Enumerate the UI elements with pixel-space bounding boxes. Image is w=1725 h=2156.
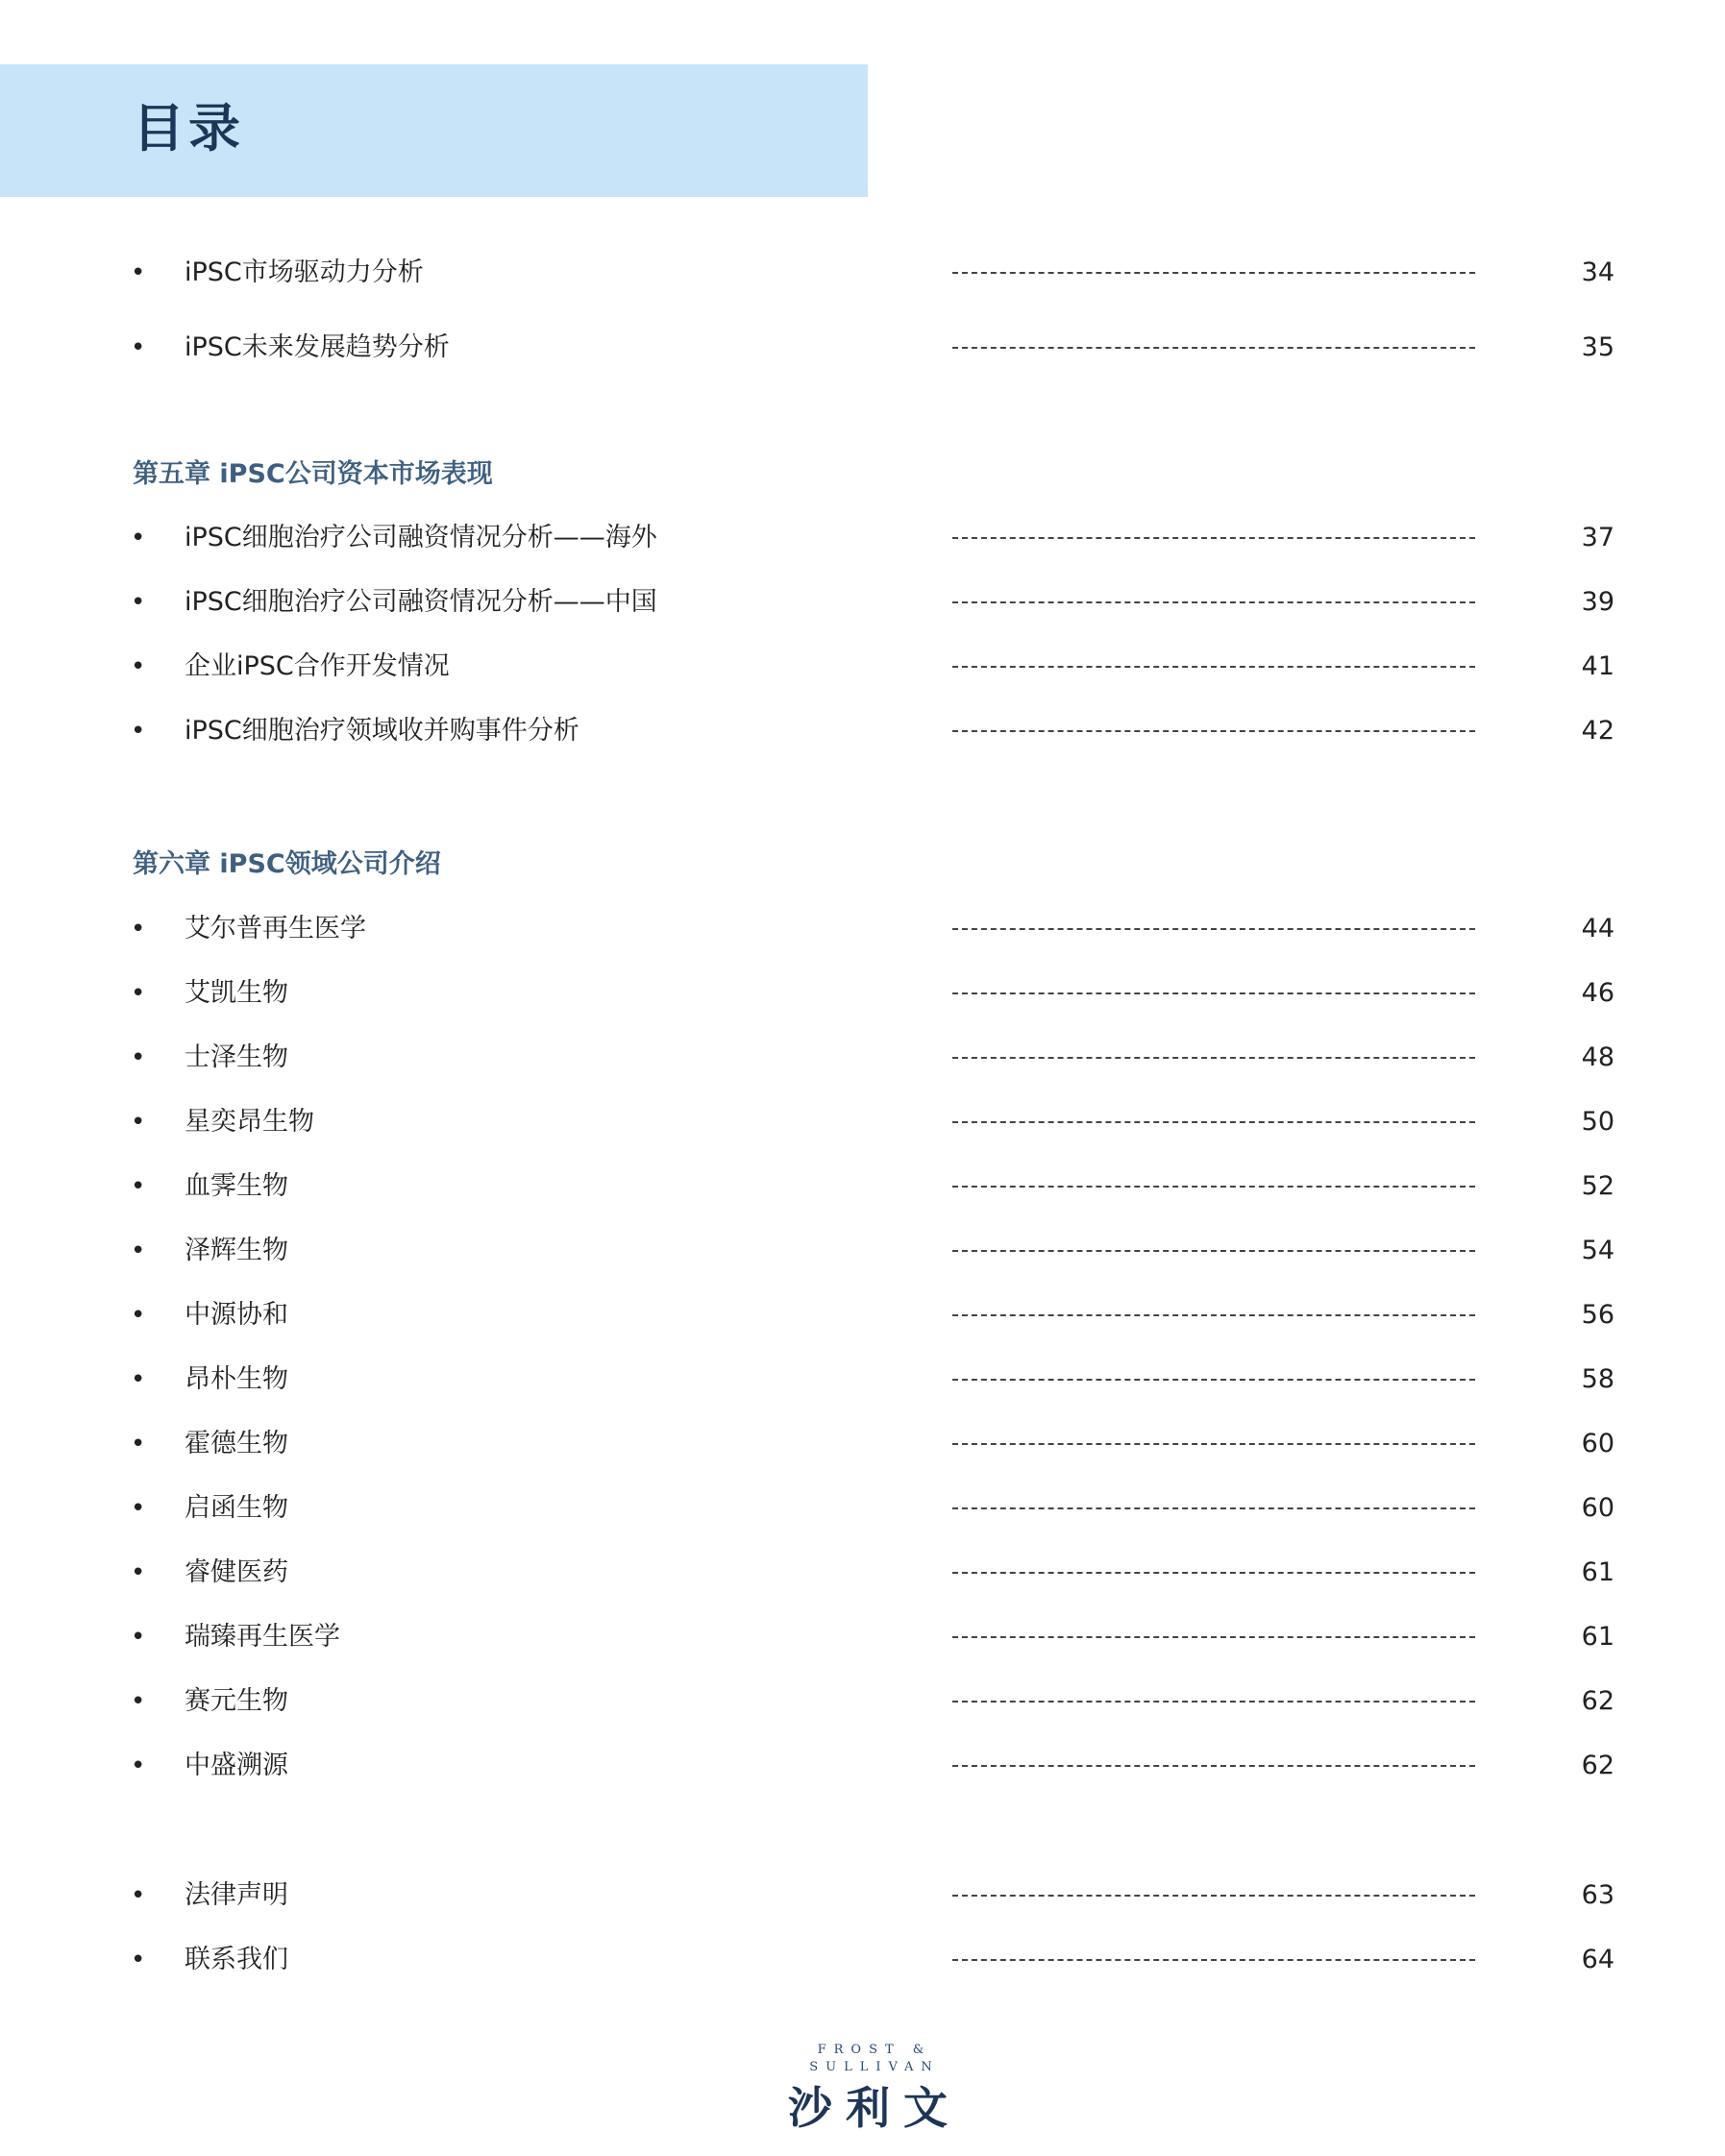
bullet-icon: • bbox=[131, 1558, 146, 1587]
toc-page-number: 58 bbox=[1581, 1364, 1614, 1394]
toc-entry-label: iPSC细胞治疗公司融资情况分析——中国 bbox=[185, 587, 657, 617]
dotted-leader bbox=[952, 928, 1475, 930]
toc-entry[interactable] bbox=[0, 1744, 1725, 1788]
toc-page-number: 62 bbox=[1581, 1686, 1614, 1716]
frost-sullivan-logo bbox=[759, 2042, 990, 2136]
toc-entry-label: 赛元生物 bbox=[185, 1686, 288, 1716]
bullet-icon: • bbox=[131, 1430, 146, 1458]
toc-entry-label: 艾凯生物 bbox=[185, 978, 288, 1008]
toc-entry-label: iPSC细胞治疗领域收并购事件分析 bbox=[185, 716, 579, 746]
page-title: 目录 bbox=[133, 98, 244, 159]
bullet-icon: • bbox=[131, 915, 146, 943]
toc-entry-label: iPSC未来发展趋势分析 bbox=[185, 332, 450, 362]
bullet-icon: • bbox=[131, 1365, 146, 1394]
logo-english-text: FROST & SULLIVAN bbox=[809, 2043, 940, 2074]
toc-entry-label: iPSC市场驱动力分析 bbox=[185, 257, 424, 287]
bullet-icon: • bbox=[131, 333, 146, 362]
dotted-leader bbox=[952, 1895, 1475, 1897]
toc-entry-label: 士泽生物 bbox=[185, 1042, 288, 1072]
dotted-leader bbox=[952, 347, 1475, 349]
bullet-icon: • bbox=[131, 717, 146, 746]
toc-page-number: 37 bbox=[1581, 523, 1614, 552]
toc-entry[interactable] bbox=[0, 907, 1725, 951]
bullet-icon: • bbox=[131, 1623, 146, 1652]
bullet-icon: • bbox=[131, 1946, 146, 1974]
toc-page-number: 42 bbox=[1581, 716, 1614, 746]
toc-entry[interactable] bbox=[0, 645, 1725, 689]
dotted-leader bbox=[952, 1314, 1475, 1316]
toc-entry[interactable] bbox=[0, 1874, 1725, 1918]
toc-entry[interactable] bbox=[0, 516, 1725, 560]
toc-page-number: 34 bbox=[1581, 257, 1614, 287]
dotted-leader bbox=[952, 1057, 1475, 1059]
dotted-leader bbox=[952, 730, 1475, 732]
chapter-heading: 第六章 iPSC领域公司介绍 bbox=[133, 849, 441, 879]
logo-chinese-text: 沙利文 bbox=[788, 2082, 961, 2134]
toc-entry-label: 昂朴生物 bbox=[185, 1364, 288, 1394]
toc-entry-label: iPSC细胞治疗公司融资情况分析——海外 bbox=[185, 523, 657, 552]
toc-entry-label: 星奕昂生物 bbox=[185, 1107, 314, 1137]
bullet-icon: • bbox=[131, 1752, 146, 1780]
bullet-icon: • bbox=[131, 1301, 146, 1330]
toc-entry[interactable] bbox=[0, 1229, 1725, 1273]
toc-page-number: 44 bbox=[1581, 914, 1614, 943]
toc-page-number: 62 bbox=[1581, 1751, 1614, 1780]
toc-entry[interactable] bbox=[0, 1164, 1725, 1209]
toc-entry[interactable] bbox=[0, 1293, 1725, 1337]
toc-entry-label: 泽辉生物 bbox=[185, 1236, 288, 1265]
toc-page-number: 46 bbox=[1581, 978, 1614, 1008]
bullet-icon: • bbox=[131, 979, 146, 1008]
dotted-leader bbox=[952, 1572, 1475, 1574]
toc-entry-label: 启函生物 bbox=[185, 1493, 288, 1523]
toc-entry[interactable] bbox=[0, 1422, 1725, 1466]
toc-entry[interactable] bbox=[0, 1036, 1725, 1080]
dotted-leader bbox=[952, 272, 1475, 274]
bullet-icon: • bbox=[131, 1881, 146, 1910]
toc-entry[interactable] bbox=[0, 1551, 1725, 1595]
dotted-leader bbox=[952, 1186, 1475, 1188]
toc-entry-label: 血霁生物 bbox=[185, 1171, 288, 1201]
toc-page-number: 56 bbox=[1581, 1300, 1614, 1330]
dotted-leader bbox=[952, 537, 1475, 539]
toc-entry-label: 联系我们 bbox=[185, 1945, 288, 1974]
toc-entry-label: 瑞臻再生医学 bbox=[185, 1622, 340, 1652]
toc-entry-label: 艾尔普再生医学 bbox=[185, 914, 366, 943]
toc-page-number: 41 bbox=[1581, 651, 1614, 681]
toc-entry-label: 企业iPSC合作开发情况 bbox=[185, 651, 450, 681]
bullet-icon: • bbox=[131, 1108, 146, 1137]
toc-entry[interactable] bbox=[0, 580, 1725, 625]
toc-entry-label: 霍德生物 bbox=[185, 1429, 288, 1458]
dotted-leader bbox=[952, 1636, 1475, 1638]
toc-page-number: 61 bbox=[1581, 1557, 1614, 1587]
toc-entry[interactable] bbox=[0, 1100, 1725, 1144]
toc-page-number: 52 bbox=[1581, 1171, 1614, 1201]
toc-entry[interactable] bbox=[0, 709, 1725, 753]
bullet-icon: • bbox=[131, 1237, 146, 1265]
toc-page-number: 60 bbox=[1581, 1429, 1614, 1458]
toc-entry-label: 中盛溯源 bbox=[185, 1751, 288, 1780]
dotted-leader bbox=[952, 1959, 1475, 1961]
toc-entry[interactable] bbox=[0, 1615, 1725, 1659]
toc-page-number: 64 bbox=[1581, 1945, 1614, 1974]
bullet-icon: • bbox=[131, 1043, 146, 1072]
chapter-heading: 第五章 iPSC公司资本市场表现 bbox=[133, 459, 493, 489]
toc-entry-label: 中源协和 bbox=[185, 1300, 288, 1330]
dotted-leader bbox=[952, 666, 1475, 668]
bullet-icon: • bbox=[131, 1494, 146, 1523]
toc-entry[interactable] bbox=[0, 1486, 1725, 1531]
toc-page-number: 54 bbox=[1581, 1236, 1614, 1265]
dotted-leader bbox=[952, 992, 1475, 994]
bullet-icon: • bbox=[131, 258, 146, 287]
dotted-leader bbox=[952, 1443, 1475, 1445]
toc-page-number: 39 bbox=[1581, 587, 1614, 617]
toc-entry[interactable] bbox=[0, 1938, 1725, 1982]
dotted-leader bbox=[952, 1701, 1475, 1703]
toc-entry-label: 法律声明 bbox=[185, 1880, 288, 1910]
toc-entry-label: 睿健医药 bbox=[185, 1557, 288, 1587]
dotted-leader bbox=[952, 601, 1475, 603]
dotted-leader bbox=[952, 1379, 1475, 1381]
dotted-leader bbox=[952, 1765, 1475, 1767]
dotted-leader bbox=[952, 1121, 1475, 1123]
toc-entry[interactable] bbox=[0, 251, 1725, 295]
dotted-leader bbox=[952, 1250, 1475, 1252]
toc-entry[interactable] bbox=[0, 1679, 1725, 1724]
toc-page-number: 50 bbox=[1581, 1107, 1614, 1137]
dotted-leader bbox=[952, 1507, 1475, 1509]
toc-entry[interactable] bbox=[0, 326, 1725, 370]
bullet-icon: • bbox=[131, 652, 146, 681]
toc-entry[interactable] bbox=[0, 1358, 1725, 1402]
toc-page-number: 35 bbox=[1581, 332, 1614, 362]
toc-page-number: 60 bbox=[1581, 1493, 1614, 1523]
bullet-icon: • bbox=[131, 1172, 146, 1201]
toc-page-number: 48 bbox=[1581, 1042, 1614, 1072]
bullet-icon: • bbox=[131, 524, 146, 552]
bullet-icon: • bbox=[131, 588, 146, 617]
toc-page-number: 63 bbox=[1581, 1880, 1614, 1910]
bullet-icon: • bbox=[131, 1687, 146, 1716]
toc-page-number: 61 bbox=[1581, 1622, 1614, 1652]
toc-entry[interactable] bbox=[0, 971, 1725, 1016]
